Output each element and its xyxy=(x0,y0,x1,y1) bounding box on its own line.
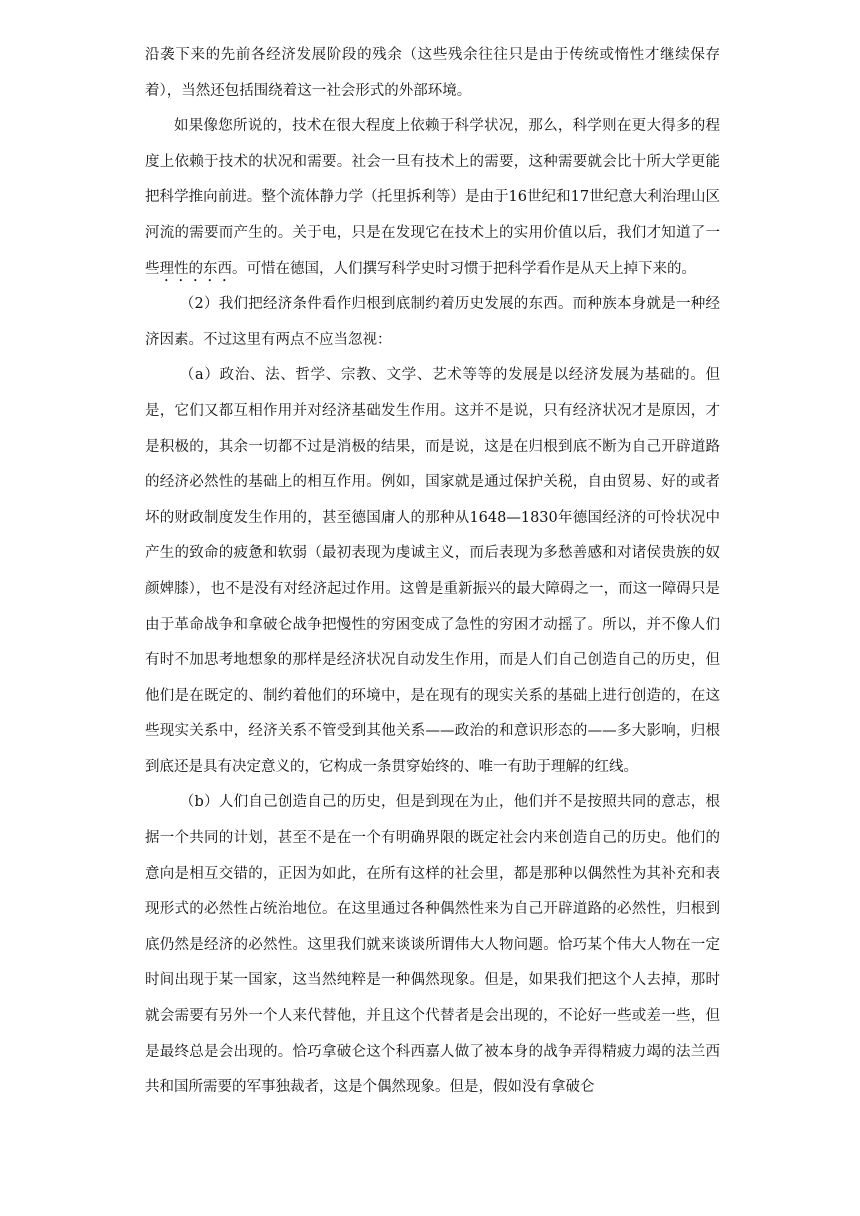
paragraph-point-a: （a）政治、法、哲学、宗教、文学、艺术等等的发展是以经济发展为基础的。但是，它们又都互相作用并对经济基础发生作用。这并不是说，只有经济状况才是原因，才是积极的，其余一切都不过是消极的结果，而是说，这是在归根到底不断为自己开辟道路的经济必然性的基础上的相互作用。例如，国家就是通过保护关税，自由贸易、好的或者坏的财政制度发生作用的，甚至德国庸人的那种从1648—1830年德国经济的可怜状况中产生的致命的疲惫和软弱（最初表现为虔诚主义，而后表现为多愁善感和对诸侯贵族的奴颜婢膝），也不是没有对经济起过作用。这曾是重新振兴的最大障碍之一，而这一障碍只是由于革命战争和拿破仑战争把慢性的穷困变成了急性的穷困才动摇了。所以，并不像人们有时不加思考地想象的那样是经济状况自动发生作用，而是人们自己创造自己的历史，但他们是在既定的、制约着他们的环境中，是在现有的现实关系的基础上进行创造的，在这些现实关系中，经济关系不管受到其他关系——政治的和意识形态的——多大影响，归根到底还是具有决定意义的，它构成一条贯穿始终的、唯一有助于理解的红线。 xyxy=(145,367,720,775)
paragraph-text: 如果像您所说的，技术在很大程度上依赖于科学状况，那么，科学则在更大得多的程度上依赖于技术的状况和需要。社会一旦有技术上的需要，这种需要就会比十所大学更能把科学推向前进。整个流体静力学（托里拆利等）是由于16世纪和17世纪意大利治理山区河流的需要而产生的。关于电，只是在发现它在技术上的实用价值以后，我们才知道了一些 xyxy=(145,118,720,277)
paragraph-technology-science xyxy=(145,109,720,287)
paragraph-text: 。可惜在德国，人们撰写科学史时习惯于把科学看作是从天上掉下来的。 xyxy=(232,260,696,277)
body-text xyxy=(145,38,720,1106)
paragraph-continuation: 沿袭下来的先前各经济发展阶段的残余（这些残余往往只是由于传统或惰性才继续保存着），当然还包括围绕着这一社会形式的外部环境。 xyxy=(145,47,720,99)
emphasized-text: 理性的东西 xyxy=(159,260,232,277)
paragraph-point-b: （b）人们自己创造自己的历史，但是到现在为止，他们并不是按照共同的意志，根据一个共同的计划，甚至不是在一个有明确界限的既定社会内来创造自己的历史。他们的意向是相互交错的，正因为如此，在所有这样的社会里，都是那种以偶然性为其补充和表现形式的必然性占统治地位。在这里通过各种偶然性来为自己开辟道路的必然性，归根到底仍然是经济的必然性。这里我们就来谈谈所谓伟大人物问题。恰巧某个伟大人物在一定时间出现于某一国家，这当然纯粹是一种偶然现象。但是，如果我们把这个人去掉，那时就会需要有另外一个人来代替他，并且这个代替者是会出现的，不论好一些或差一些，但是最终总是会出现的。恰巧拿破仑这个科西嘉人做了被本身的战争弄得精疲力竭的法兰西共和国所需要的军事独裁者，这是个偶然现象。但是，假如没有拿破仑 xyxy=(145,794,720,1096)
paragraph-point-2: （2）我们把经济条件看作归根到底制约着历史发展的东西。而种族本身就是一种经济因素。不过这里有两点不应当忽视： xyxy=(145,296,720,348)
